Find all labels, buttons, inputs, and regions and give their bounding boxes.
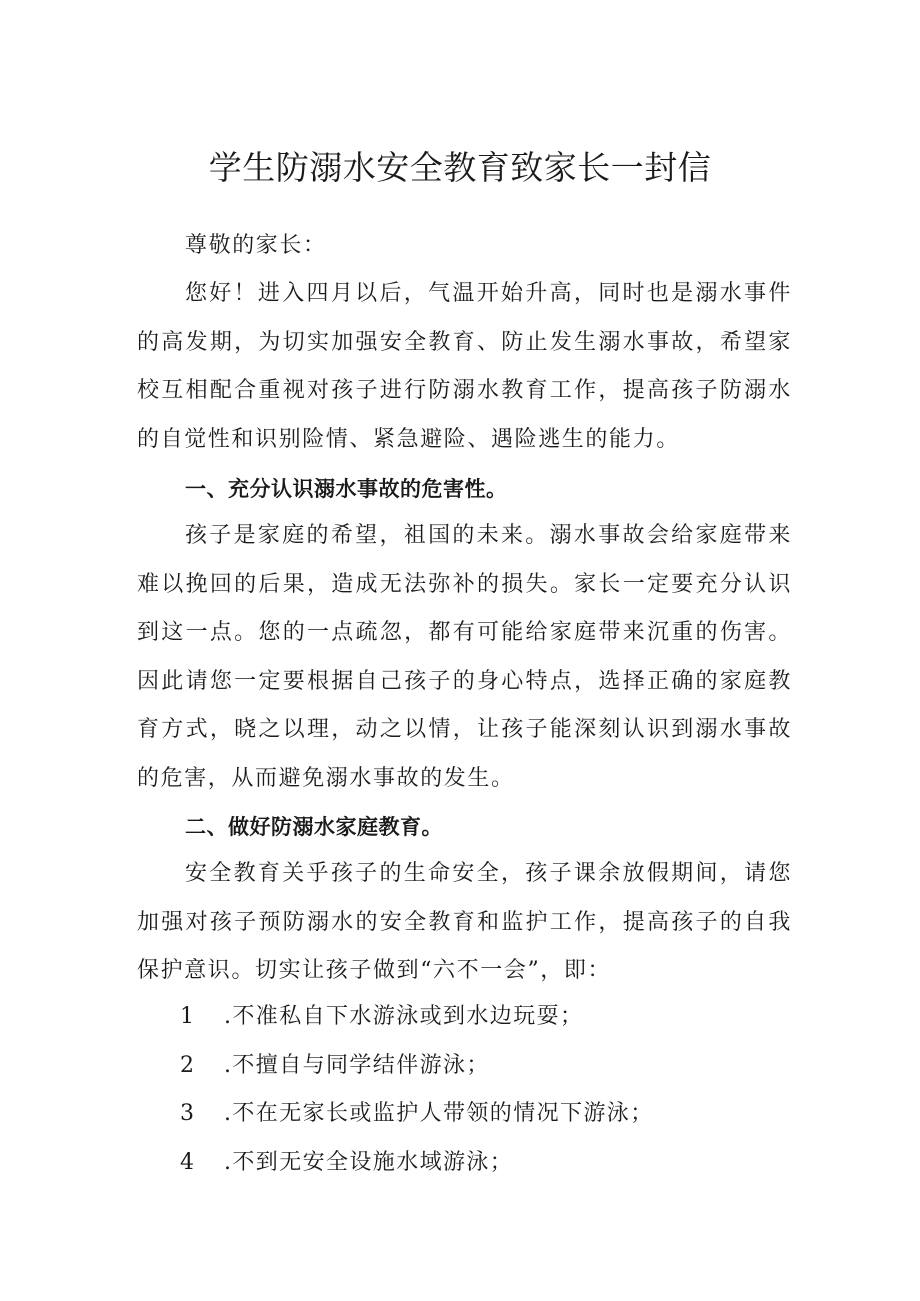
salutation: 尊敬的家长： [185,233,327,258]
rule-number: 3 [180,1101,196,1126]
rule-item [180,1099,654,1129]
section-paragraph-2: 安全教育关乎孩子的生命安全，孩子课余放假期间，请您加强对孩子预防溺水的安全教育和监护工作，提高孩子的自我保护意识。切实让孩子做到“六不一会”，即： [137,861,792,983]
rule-number: 4 [180,1150,196,1175]
section-heading-2: 二、做好防溺水家庭教育。 [185,815,443,839]
rule-text: .不准私自下水游泳或到水边玩耍； [224,1004,584,1029]
rule-number: 2 [180,1053,196,1078]
section-paragraph-1: 孩子是家庭的希望，祖国的未来。溺水事故会给家庭带来难以挽回的后果，造成无法弥补的损失。家长一定要充分认识到这一点。您的一点疏忽，都有可能给家庭带来沉重的伤害。因此请您一定要根据自己孩子的身心特点，选择正确的家庭教育方式，晓之以理，动之以情，让孩子能深刻认识到溺水事故的危害，从而避免溺水事故的发生。 [137,523,792,791]
rule-item [180,1148,513,1178]
rule-text: .不擅自与同学结伴游泳； [224,1053,490,1078]
rule-item [180,1002,583,1032]
section-heading-1: 一、充分认识溺水事故的危害性。 [185,477,508,501]
rule-text: .不在无家长或监护人带领的情况下游泳； [224,1101,654,1126]
rule-text: .不到无安全设施水域游泳； [224,1150,514,1175]
intro-paragraph: 您好！进入四月以后，气温开始升高，同时也是溺水事件的高发期，为切实加强安全教育、防止发生溺水事故，希望家校互相配合重视对孩子进行防溺水教育工作，提高孩子防溺水的自觉性和识别险情、紧急避险、遇险逃生的能力。 [137,281,792,452]
rule-number: 1 [180,1004,196,1029]
page-title: 学生防溺水安全教育致家长一封信 [208,148,712,187]
rule-item [180,1051,490,1081]
